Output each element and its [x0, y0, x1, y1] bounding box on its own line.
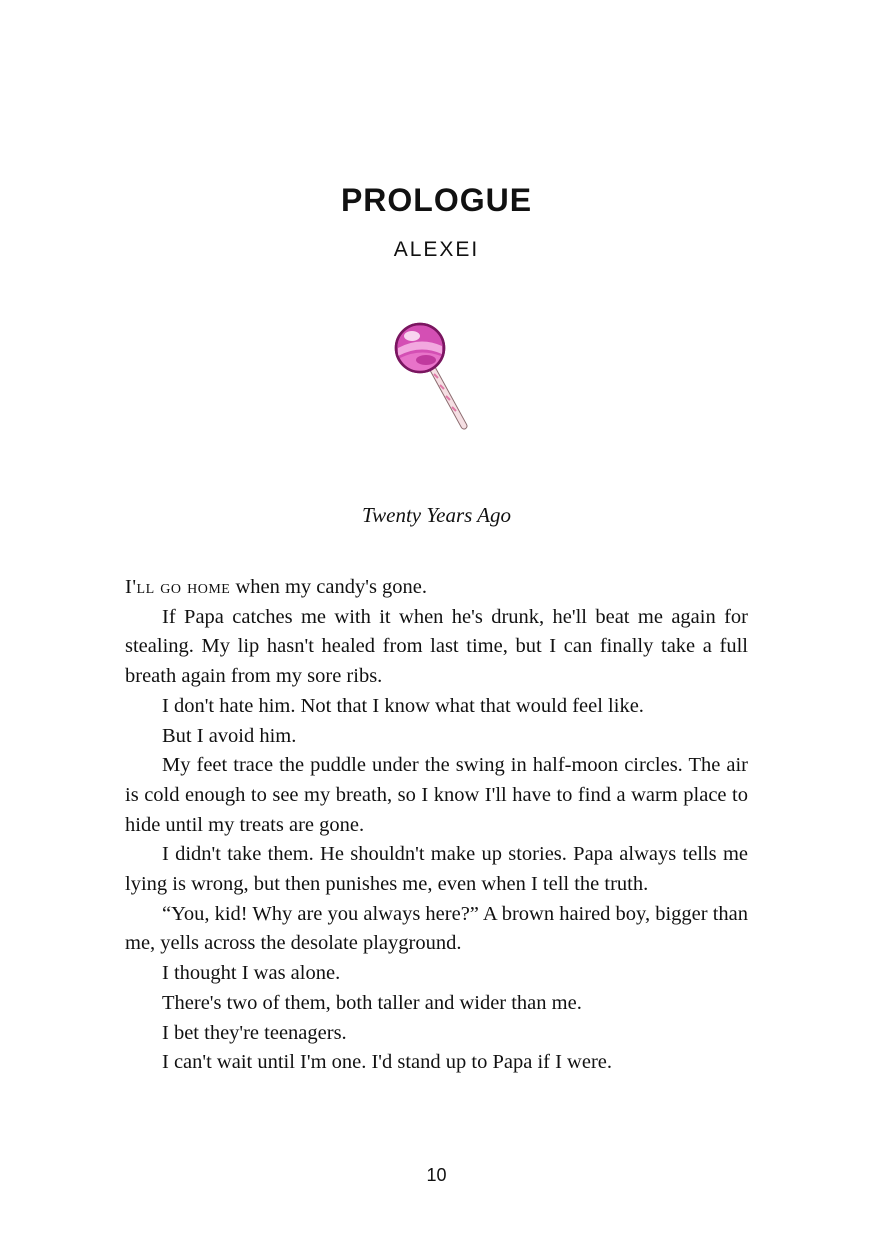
- lollipop-icon: [386, 318, 482, 434]
- time-setting-note: Twenty Years Ago: [362, 503, 511, 527]
- paragraph: I thought I was alone.: [162, 962, 341, 985]
- opening-paragraph: [125, 573, 748, 603]
- paragraph: My feet trace the puddle under the swing in half-moon circles. The air is cold enough to see my breath, so I know I'll have to find a warm place to hide until my treats are gone.: [125, 754, 748, 836]
- page-number: 10: [426, 1165, 447, 1185]
- paragraph: I didn't take them. He shouldn't make up stories. Papa always tells me lying is wrong, but then punishes me, even when I tell the truth.: [125, 843, 748, 896]
- lollipop-candy: [396, 324, 444, 372]
- paragraph: But I avoid him.: [162, 724, 297, 747]
- opening-rest: when my candy's gone.: [230, 576, 428, 598]
- paragraph: I bet they're teenagers.: [162, 1021, 347, 1044]
- opening-lead-in: I'll go home: [125, 576, 231, 598]
- chapter-title: PROLOGUE: [340, 182, 533, 218]
- prose-body: [125, 573, 748, 1078]
- lollipop-stick: [430, 364, 464, 426]
- paragraph: If Papa catches me with it when he's drunk, he'll beat me again for stealing. My lip hasn't healed from last time, but I can finally take a full breath again from my sore ribs.: [125, 605, 748, 688]
- pov-character-name: ALEXEI: [393, 238, 480, 261]
- paragraph: I can't wait until I'm one. I'd stand up to Papa if I were.: [162, 1051, 612, 1074]
- paragraph: “You, kid! Why are you always here?” A brown haired boy, bigger than me, yells across the desolate playground.: [125, 902, 749, 955]
- paragraph: There's two of them, both taller and wider than me.: [162, 991, 582, 1014]
- paragraph: I don't hate him. Not that I know what that would feel like.: [162, 694, 644, 717]
